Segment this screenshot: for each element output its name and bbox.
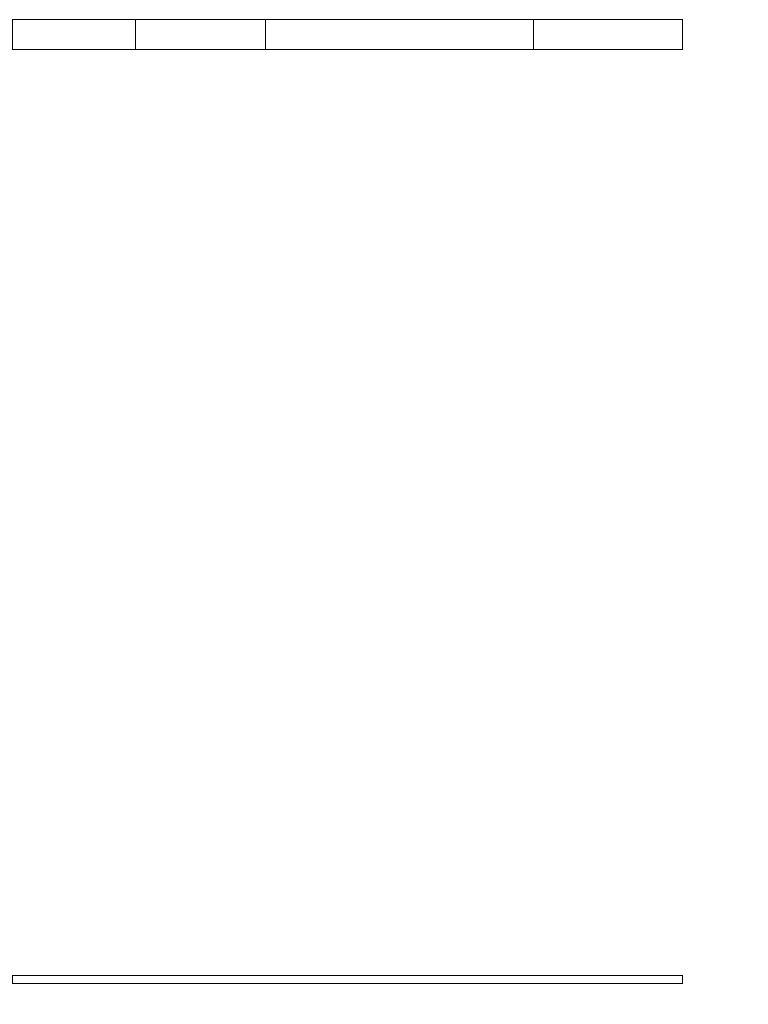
header-project	[136, 20, 266, 49]
sheet-header	[12, 19, 683, 50]
header-right	[534, 20, 682, 49]
header-left	[13, 20, 136, 49]
grand-total-row	[12, 975, 683, 984]
header-title	[266, 20, 534, 49]
